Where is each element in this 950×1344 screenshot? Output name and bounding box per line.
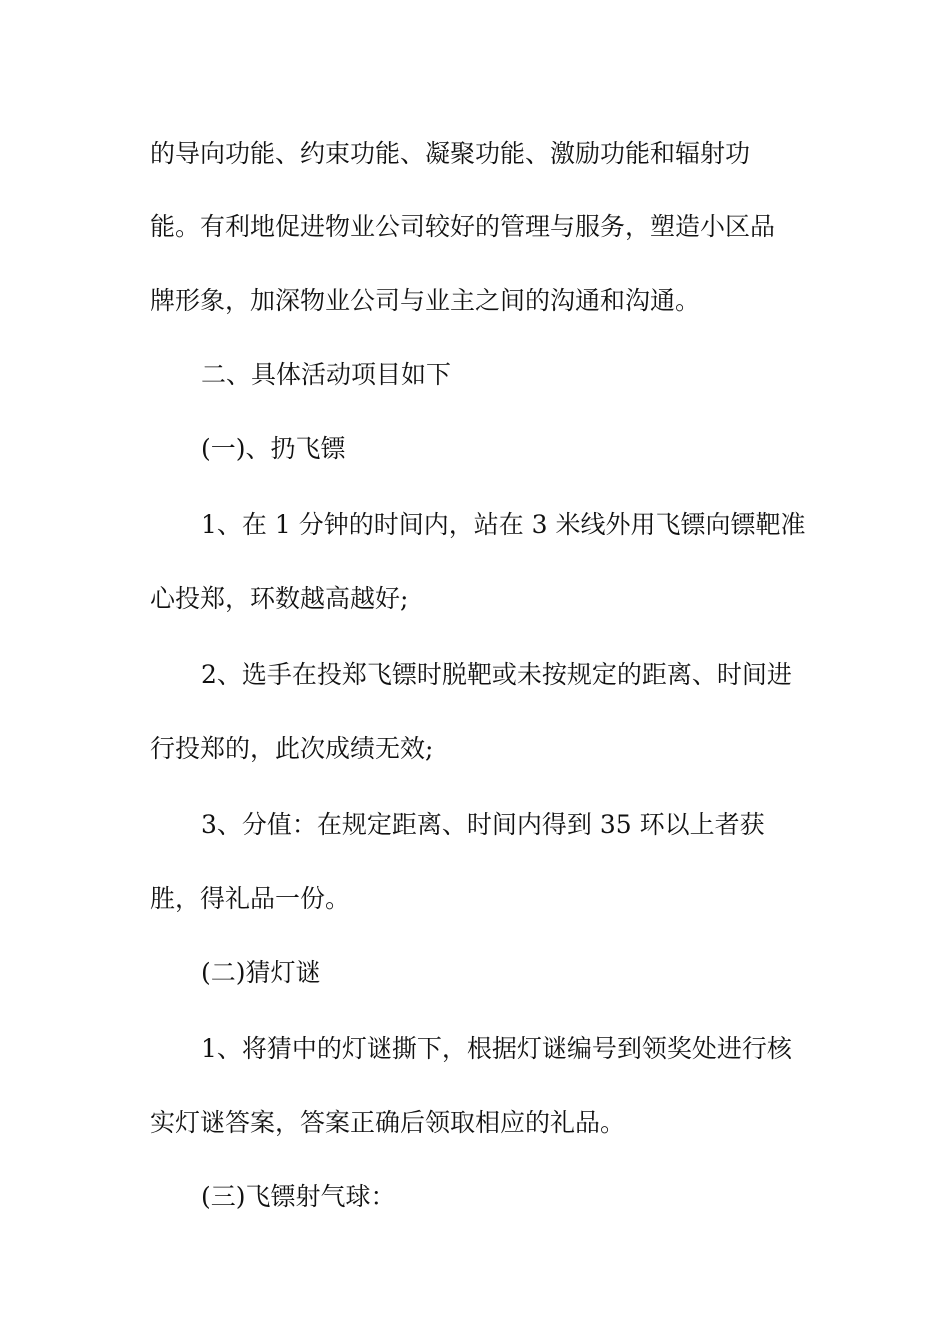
subsection-heading: (二)猜灯谜 (201, 958, 321, 987)
section-heading: 二、具体活动项目如下 (201, 360, 452, 389)
list-item-line: 1、在 1 分钟的时间内，站在 3 米线外用飞镖向镖靶准 (201, 510, 806, 539)
paragraph-line: 的导向功能、约束功能、凝聚功能、激励功能和辐射功 (150, 139, 751, 168)
subsection-heading: (三)飞镖射气球： (201, 1182, 396, 1211)
list-item-line: 实灯谜答案，答案正确后领取相应的礼品。 (150, 1108, 626, 1137)
list-item-line: 心投郑，环数越高越好; (150, 584, 409, 613)
list-item-line: 行投郑的，此次成绩无效; (150, 734, 434, 763)
list-item-line: 3、分值：在规定距离、时间内得到 35 环以上者获 (201, 810, 765, 839)
list-item-line: 胜，得礼品一份。 (150, 884, 351, 913)
paragraph-line: 牌形象，加深物业公司与业主之间的沟通和沟通。 (150, 286, 701, 315)
list-item-line: 1、将猜中的灯谜撕下，根据灯谜编号到领奖处进行核 (201, 1034, 792, 1063)
subsection-heading: (一)、扔飞镖 (201, 434, 346, 463)
paragraph-line: 能。有利地促进物业公司较好的管理与服务，塑造小区品 (150, 212, 776, 241)
list-item-line: 2、选手在投郑飞镖时脱靶或未按规定的距离、时间进 (201, 660, 792, 689)
